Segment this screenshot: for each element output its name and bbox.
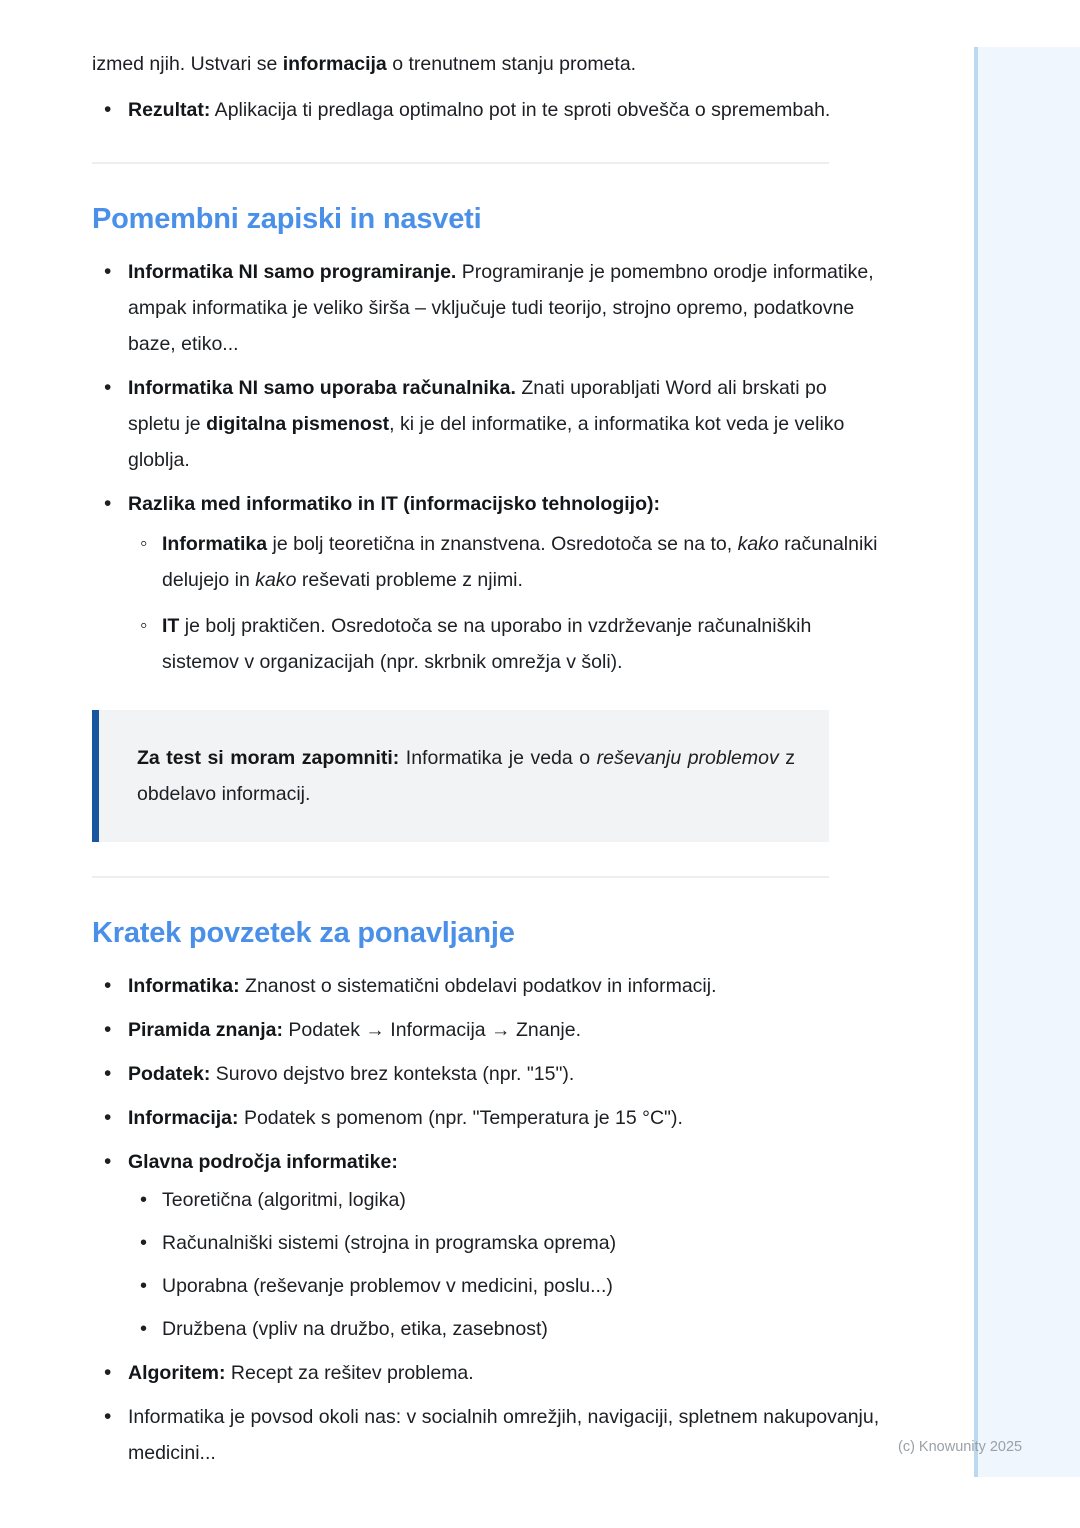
summary-4-text: Podatek s pomenom (npr. "Temperatura je 15 °C"). xyxy=(238,1107,683,1129)
list-item xyxy=(124,1056,884,1092)
summary-list xyxy=(92,968,884,1471)
notes-list xyxy=(92,254,884,680)
summary-7-text: Informatika je povsod okoli nas: v socialnih omrežjih, navigaciji, spletnem nakupovanju, medicini... xyxy=(128,1406,880,1464)
note-1-text: Programiranje je pomembno orodje informatike, ampak informatika je veliko širša – vključuje tudi teorijo, strojno opremo, podatkovne baze, etiko... xyxy=(128,261,874,355)
subnote-1-text-3: reševati probleme z njimi. xyxy=(296,569,523,591)
summary-5-bold: Glavna področja informatike: xyxy=(128,1151,398,1173)
list-item xyxy=(124,1399,884,1471)
note-2-bold-2: digitalna pismenost xyxy=(206,413,390,435)
section-divider-2 xyxy=(92,876,829,878)
list-item xyxy=(124,370,884,478)
subnote-1-text-2: računalniki delujejo in xyxy=(162,533,878,591)
result-text: Aplikacija ti predlaga optimalno pot in te sproti obvešča o spremembah. xyxy=(210,99,831,121)
list-item xyxy=(124,486,884,680)
callout-italic: reševanju problemov xyxy=(596,747,779,769)
copyright-watermark: (c) Knowunity 2025 xyxy=(898,1439,1023,1455)
list-item: • Uporabna (reševanje problemov v medicini, poslu...) xyxy=(162,1268,884,1304)
section-title-summary: Kratek povzetek za ponavljanje xyxy=(92,917,515,949)
note-2-text-2: , ki je del informatike, a informatika kot veda je veliko globlja. xyxy=(128,413,845,471)
summary-3-bold: Podatek: xyxy=(128,1063,211,1085)
note-2-bold: Informatika NI samo uporaba računalnika. xyxy=(128,377,516,399)
list-item: • Družbena (vpliv na družbo, etika, zasebnost) xyxy=(162,1311,884,1347)
list-item xyxy=(124,1012,884,1048)
summary-1-text: Znanost o sistematični obdelavi podatkov in informacij. xyxy=(239,975,717,997)
continued-paragraph-pre: izmed njih. Ustvari se xyxy=(92,53,283,75)
subnote-2-text-1: je bolj praktičen. Osredotoča se na uporabo in vzdrževanje računalniških sistemov v organizacijah (npr. skrbnik omrežja v šoli). xyxy=(162,615,812,673)
summary-sublist-fields xyxy=(128,1182,884,1347)
continued-paragraph-bold: informacija xyxy=(282,53,387,75)
intro-result-list xyxy=(92,92,884,128)
list-item xyxy=(162,526,884,598)
callout-bold: Za test si moram zapomniti: xyxy=(137,747,400,769)
note-3-bold: Razlika med informatiko in IT (informacijsko tehnologijo): xyxy=(128,493,660,515)
notes-sublist xyxy=(128,526,884,680)
note-1-bold: Informatika NI samo programiranje. xyxy=(128,261,457,283)
list-item xyxy=(124,968,884,1004)
summary-1-bold: Informatika: xyxy=(128,975,240,997)
result-label: Rezultat: xyxy=(128,99,211,121)
list-item: • Računalniški sistemi (strojna in programska oprema) xyxy=(162,1225,884,1261)
list-item xyxy=(124,1100,884,1136)
list-item xyxy=(162,608,884,680)
subnote-1-italic-1: kako xyxy=(737,533,779,555)
list-item xyxy=(124,254,884,362)
section-title-notes: Pomembni zapiski in nasveti xyxy=(92,203,482,235)
subnote-1-italic-2: kako xyxy=(255,569,297,591)
remember-callout xyxy=(92,710,829,842)
note-2-text-1: Znati uporabljati Word ali brskati po spletu je xyxy=(128,377,827,435)
continued-paragraph-post: o trenutnem stanju prometa. xyxy=(386,53,637,75)
list-item xyxy=(124,92,884,128)
callout-text xyxy=(137,740,795,812)
callout-text-1: Informatika je veda o xyxy=(399,747,597,769)
list-item xyxy=(124,1355,884,1391)
summary-6-text: Recept za rešitev problema. xyxy=(225,1362,474,1384)
callout-text-2: z obdelavo informacij. xyxy=(137,747,796,805)
subnote-1-bold: Informatika xyxy=(162,533,268,555)
list-item xyxy=(124,1144,884,1347)
subnote-2-bold: IT xyxy=(162,615,180,637)
subnote-1-text-1: je bolj teoretična in znanstvena. Osredotoča se na to, xyxy=(267,533,738,555)
summary-4-bold: Informacija: xyxy=(128,1107,239,1129)
summary-2-text: Podatek → Informacija → Znanje. xyxy=(282,1019,582,1041)
summary-6-bold: Algoritem: xyxy=(128,1362,226,1384)
list-item: • Teoretična (algoritmi, logika) xyxy=(162,1182,884,1218)
summary-3-text: Surovo dejstvo brez konteksta (npr. "15"). xyxy=(210,1063,575,1085)
section-divider-1 xyxy=(92,162,829,164)
summary-2-bold: Piramida znanja: xyxy=(128,1019,283,1041)
continued-paragraph xyxy=(92,46,832,82)
